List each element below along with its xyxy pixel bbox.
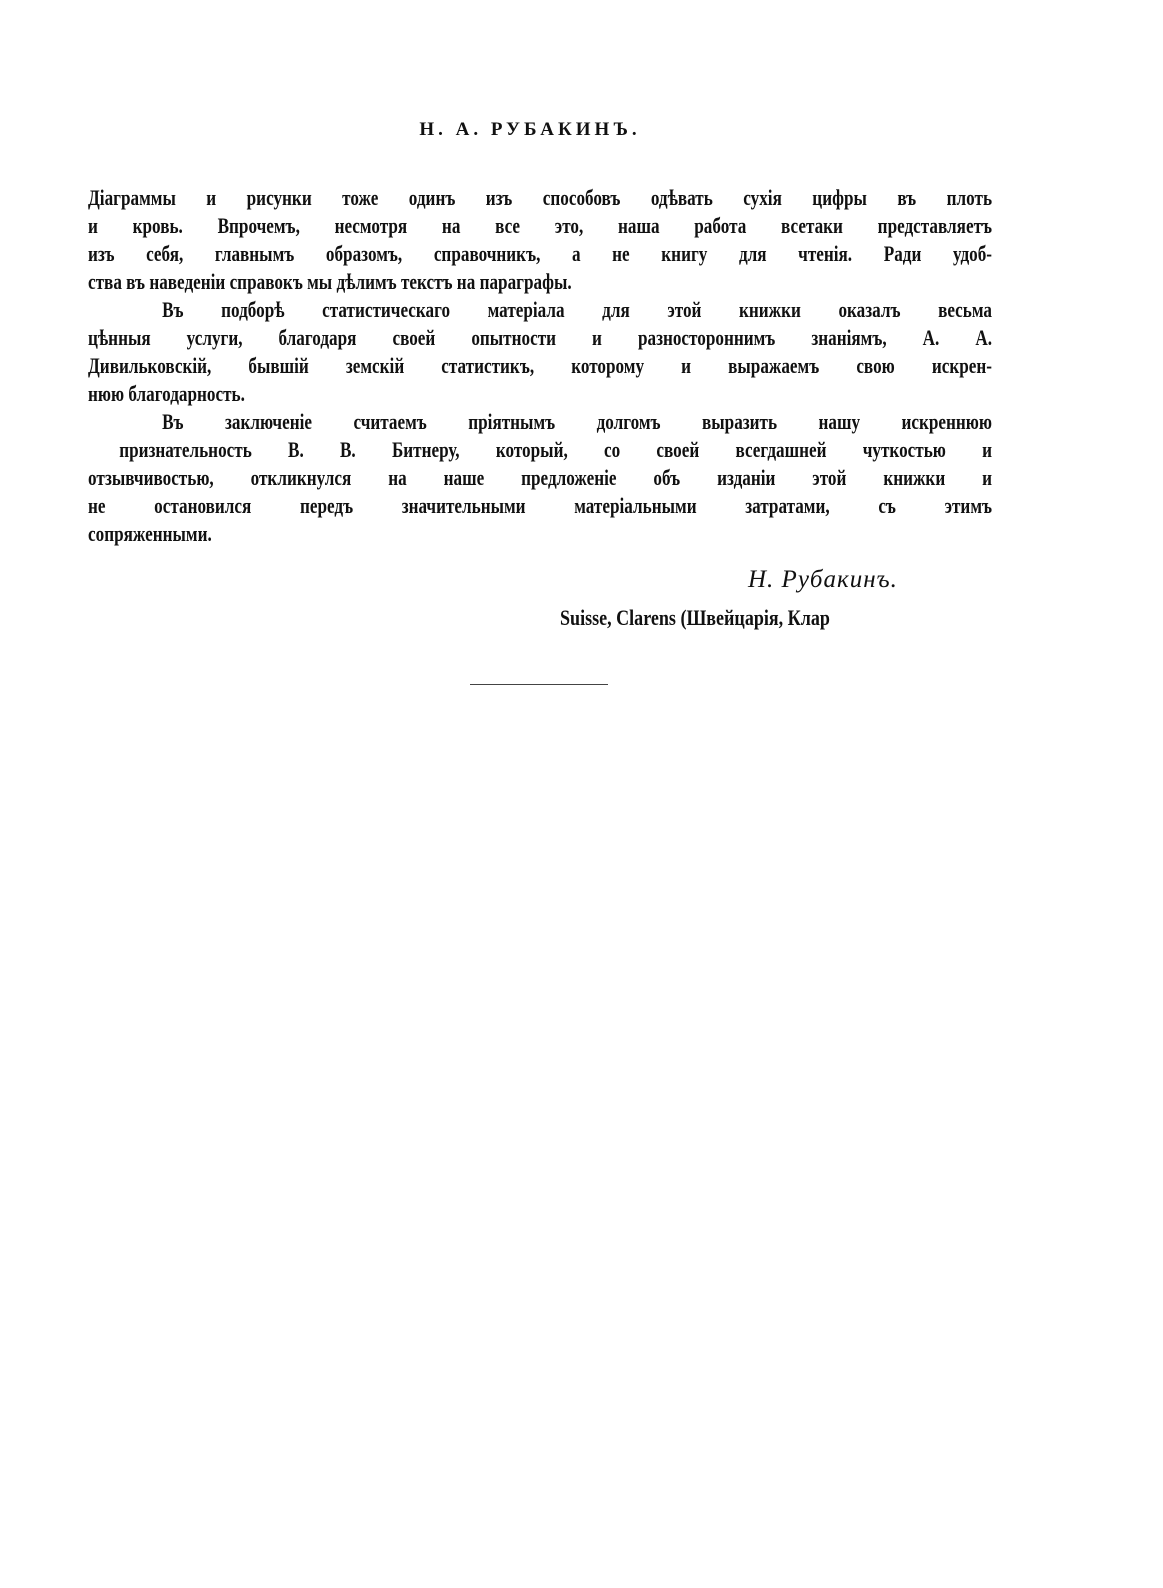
text-line: отзывчивостью, откликнулся на наше предложеніе объ изданіи этой книжки и bbox=[88, 465, 993, 490]
text-line: Въ заключеніе считаемъ пріятнымъ долгомъ выразить нашу искреннюю bbox=[162, 409, 993, 434]
preface-text bbox=[88, 184, 992, 548]
author-signature: Н. Рубакинъ. bbox=[748, 566, 898, 593]
text-line: и кровь. Впрочемъ, несмотря на все это, наша работа всетаки представляетъ bbox=[88, 213, 993, 238]
closing-rule bbox=[470, 684, 608, 685]
text-line: нюю благодарность. bbox=[88, 381, 245, 406]
text-line: признательность В. В. Битнеру, который, со своей всегдашней чуткостью и bbox=[119, 437, 993, 462]
place-line: Suisse, Clarens (Швейцарія, Клар bbox=[560, 605, 830, 630]
text-line: изъ себя, главнымъ образомъ, справочникъ, а не книгу для чтенія. Ради удоб- bbox=[88, 241, 993, 266]
text-line: не остановился передъ значительными матеріальными затратами, съ этимъ bbox=[88, 493, 993, 518]
running-title: Н. А. РУБАКИНЪ. bbox=[419, 119, 641, 140]
text-line: Въ подборѣ статистическаго матеріала для этой книжки оказалъ весьма bbox=[162, 297, 993, 322]
text-line: сопряженными. bbox=[88, 521, 212, 546]
text-line: цѣнныя услуги, благодаря своей опытности и разностороннимъ знаніямъ, А. А. bbox=[88, 325, 993, 350]
text-line: Дивильковскій, бывшій земскій статистикъ, которому и выражаемъ свою искрен- bbox=[88, 353, 993, 378]
text-line: Діаграммы и рисунки тоже одинъ изъ способовъ одѣвать сухія цифры въ плоть bbox=[88, 185, 993, 210]
text-line: ства въ наведеніи справокъ мы дѣлимъ текстъ на параграфы. bbox=[88, 269, 572, 294]
